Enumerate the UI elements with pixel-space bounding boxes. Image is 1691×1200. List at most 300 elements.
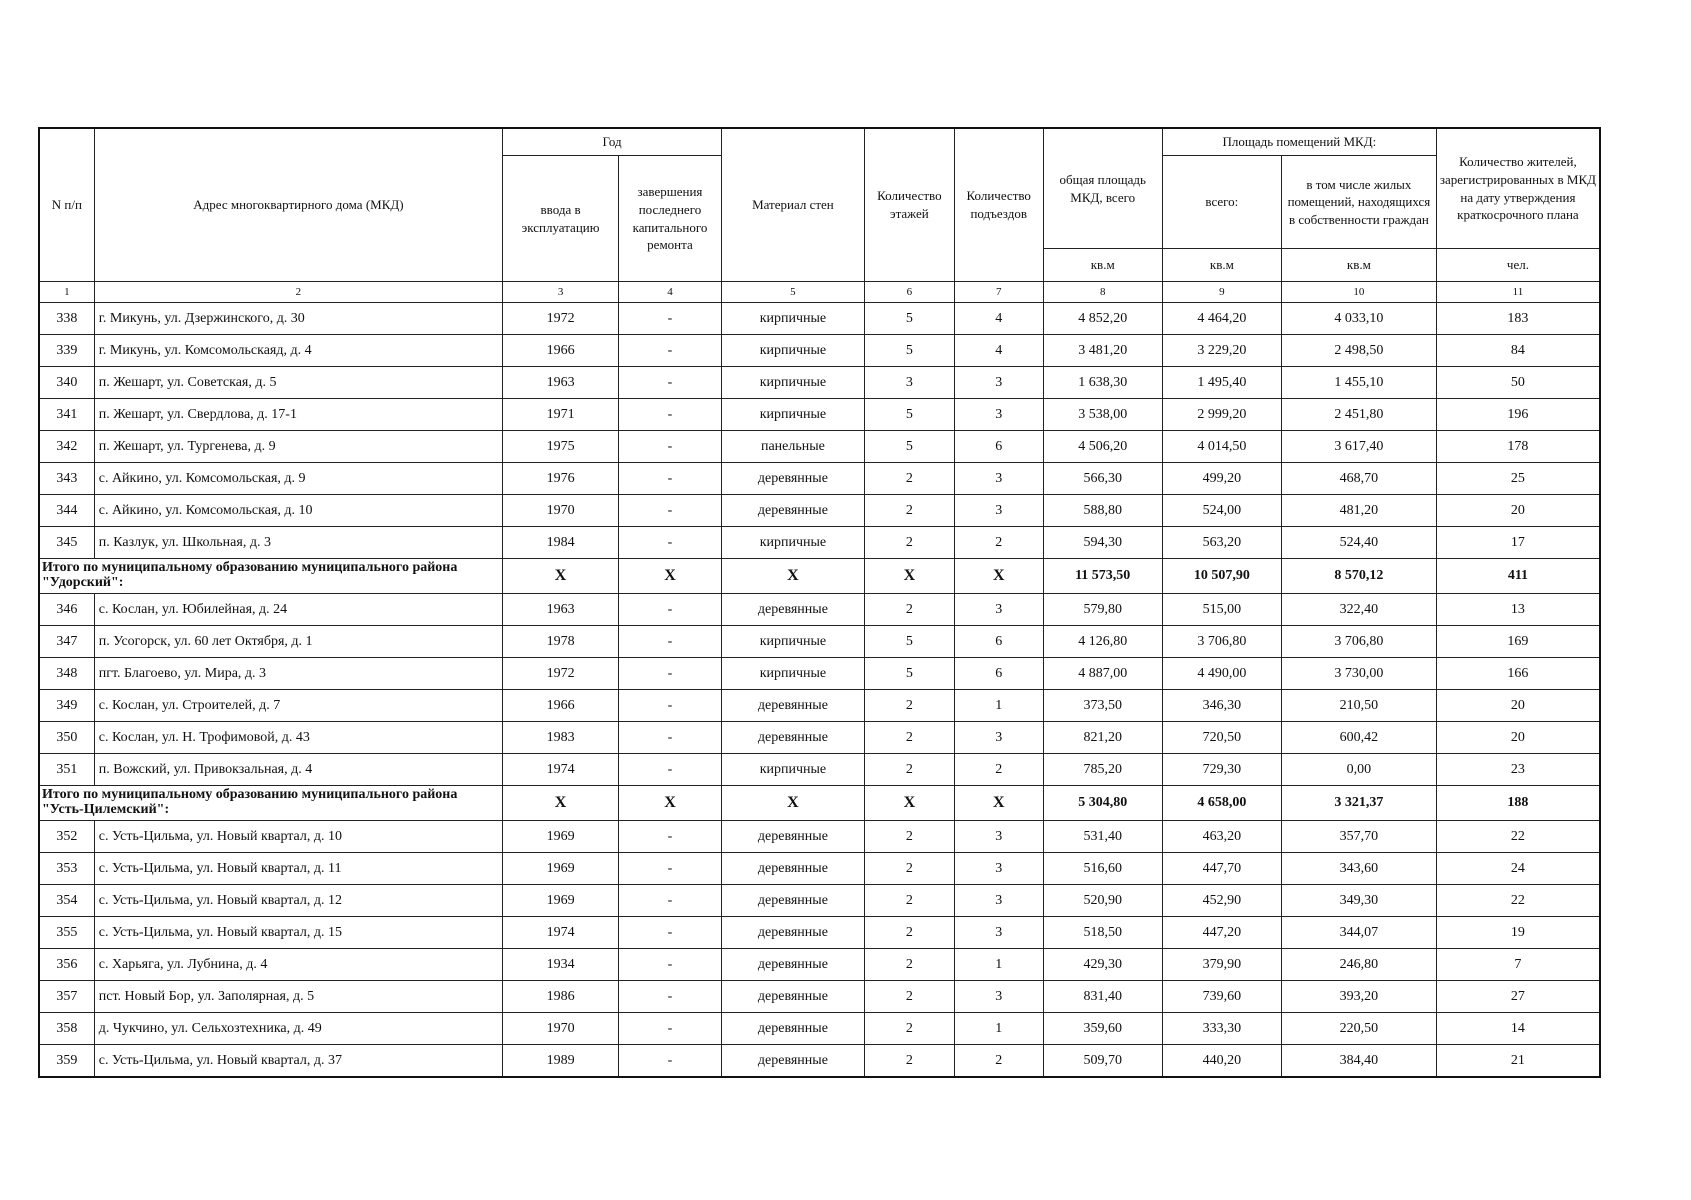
address-cell: г. Микунь, ул. Дзержинского, д. 30 (94, 303, 502, 335)
wall-material-cell: деревянные (721, 1045, 864, 1078)
residents-cell: 25 (1436, 463, 1600, 495)
total-area-cell: 821,20 (1043, 722, 1162, 754)
table-row (39, 594, 1600, 626)
floors-cell: 2 (864, 690, 954, 722)
area-citizens-cell: 3 321,37 (1281, 786, 1436, 821)
area-citizens-cell: 481,20 (1281, 495, 1436, 527)
total-area-cell: 429,30 (1043, 949, 1162, 981)
area-citizens-cell: 343,60 (1281, 853, 1436, 885)
table-row (39, 431, 1600, 463)
subtotal-row (39, 786, 1600, 821)
year-repair-cell: - (619, 917, 722, 949)
col-header-num: N п/п (39, 128, 94, 282)
year-repair-cell: - (619, 821, 722, 853)
year-repair-cell: X (619, 559, 722, 594)
entrances-cell: 6 (954, 626, 1043, 658)
entrances-cell: X (954, 786, 1043, 821)
row-number-cell: 356 (39, 949, 94, 981)
row-number-cell: 338 (39, 303, 94, 335)
area-citizens-cell: 2 498,50 (1281, 335, 1436, 367)
year-repair-cell: - (619, 463, 722, 495)
table-row (39, 722, 1600, 754)
floors-cell: 2 (864, 949, 954, 981)
year-commission-cell: 1986 (503, 981, 619, 1013)
area-citizens-cell: 524,40 (1281, 527, 1436, 559)
area-citizens-cell: 3 706,80 (1281, 626, 1436, 658)
year-repair-cell: - (619, 431, 722, 463)
area-all-cell: 333,30 (1162, 1013, 1281, 1045)
total-area-cell: 3 481,20 (1043, 335, 1162, 367)
row-number-cell: 351 (39, 754, 94, 786)
year-commission-cell: 1972 (503, 658, 619, 690)
area-all-cell: 563,20 (1162, 527, 1281, 559)
year-repair-cell: - (619, 303, 722, 335)
address-cell: с. Харьяга, ул. Лубнина, д. 4 (94, 949, 502, 981)
column-number: 8 (1043, 282, 1162, 303)
residents-cell: 19 (1436, 917, 1600, 949)
area-all-cell: 4 014,50 (1162, 431, 1281, 463)
floors-cell: 2 (864, 722, 954, 754)
total-area-cell: 4 852,20 (1043, 303, 1162, 335)
floors-cell: 2 (864, 1013, 954, 1045)
year-repair-cell: - (619, 399, 722, 431)
entrances-cell: 1 (954, 949, 1043, 981)
area-all-cell: 720,50 (1162, 722, 1281, 754)
row-number-cell: 345 (39, 527, 94, 559)
residents-cell: 411 (1436, 559, 1600, 594)
address-cell: с. Айкино, ул. Комсомольская, д. 10 (94, 495, 502, 527)
floors-cell: 5 (864, 658, 954, 690)
year-repair-cell: - (619, 658, 722, 690)
year-commission-cell: 1970 (503, 495, 619, 527)
floors-cell: 5 (864, 399, 954, 431)
row-number-cell: 348 (39, 658, 94, 690)
floors-cell: 2 (864, 981, 954, 1013)
total-area-cell: 509,70 (1043, 1045, 1162, 1078)
floors-cell: 2 (864, 463, 954, 495)
row-number-cell: 358 (39, 1013, 94, 1045)
unit-area-citizens: кв.м (1281, 249, 1436, 282)
row-number-cell: 344 (39, 495, 94, 527)
wall-material-cell: деревянные (721, 594, 864, 626)
residents-cell: 22 (1436, 885, 1600, 917)
area-all-cell: 447,70 (1162, 853, 1281, 885)
year-repair-cell: - (619, 527, 722, 559)
floors-cell: X (864, 786, 954, 821)
address-cell: п. Жешарт, ул. Советская, д. 5 (94, 367, 502, 399)
residents-cell: 20 (1436, 495, 1600, 527)
area-citizens-cell: 2 451,80 (1281, 399, 1436, 431)
column-number: 9 (1162, 282, 1281, 303)
area-citizens-cell: 3 730,00 (1281, 658, 1436, 690)
entrances-cell: 3 (954, 917, 1043, 949)
address-cell: с. Усть-Цильма, ул. Новый квартал, д. 15 (94, 917, 502, 949)
residents-cell: 22 (1436, 821, 1600, 853)
column-number: 1 (39, 282, 94, 303)
floors-cell: 2 (864, 917, 954, 949)
area-citizens-cell: 1 455,10 (1281, 367, 1436, 399)
table-row (39, 527, 1600, 559)
year-repair-cell: - (619, 335, 722, 367)
floors-cell: 2 (864, 853, 954, 885)
year-commission-cell: 1969 (503, 853, 619, 885)
wall-material-cell: деревянные (721, 917, 864, 949)
area-all-cell: 346,30 (1162, 690, 1281, 722)
entrances-cell: 3 (954, 885, 1043, 917)
area-all-cell: 4 490,00 (1162, 658, 1281, 690)
address-cell: с. Айкино, ул. Комсомольская, д. 9 (94, 463, 502, 495)
year-repair-cell: - (619, 690, 722, 722)
year-commission-cell: 1974 (503, 754, 619, 786)
col-header-floors: Количество этажей (864, 128, 954, 282)
entrances-cell: 6 (954, 431, 1043, 463)
year-commission-cell: 1966 (503, 690, 619, 722)
area-all-cell: 515,00 (1162, 594, 1281, 626)
address-cell: пст. Новый Бор, ул. Заполярная, д. 5 (94, 981, 502, 1013)
table-row (39, 917, 1600, 949)
entrances-cell: 1 (954, 690, 1043, 722)
area-all-cell: 499,20 (1162, 463, 1281, 495)
table-row (39, 821, 1600, 853)
column-number: 11 (1436, 282, 1600, 303)
row-number-cell: 341 (39, 399, 94, 431)
residents-cell: 24 (1436, 853, 1600, 885)
col-header-residents: Количество жителей, зарегистрированных в МКД на дату утверждения краткосрочного плана (1436, 128, 1600, 249)
residents-cell: 21 (1436, 1045, 1600, 1078)
table-row (39, 626, 1600, 658)
year-repair-cell: X (619, 786, 722, 821)
column-number: 6 (864, 282, 954, 303)
area-citizens-cell: 468,70 (1281, 463, 1436, 495)
row-number-cell: 342 (39, 431, 94, 463)
year-repair-cell: - (619, 367, 722, 399)
table-row (39, 463, 1600, 495)
wall-material-cell: кирпичные (721, 335, 864, 367)
total-area-cell: 520,90 (1043, 885, 1162, 917)
floors-cell: 2 (864, 754, 954, 786)
unit-area-all: кв.м (1162, 249, 1281, 282)
total-area-cell: 4 506,20 (1043, 431, 1162, 463)
area-citizens-cell: 220,50 (1281, 1013, 1436, 1045)
column-number: 2 (94, 282, 502, 303)
total-area-cell: 831,40 (1043, 981, 1162, 1013)
total-area-cell: 531,40 (1043, 821, 1162, 853)
year-commission-cell: 1972 (503, 303, 619, 335)
year-commission-cell: 1976 (503, 463, 619, 495)
year-commission-cell: 1983 (503, 722, 619, 754)
row-number-cell: 349 (39, 690, 94, 722)
wall-material-cell: деревянные (721, 821, 864, 853)
column-number-row (39, 282, 1600, 303)
entrances-cell: 3 (954, 463, 1043, 495)
entrances-cell: 3 (954, 399, 1043, 431)
area-all-cell: 10 507,90 (1162, 559, 1281, 594)
header-row-1 (39, 128, 1600, 156)
col-header-year-commission: ввода в эксплуатацию (503, 156, 619, 282)
floors-cell: 5 (864, 626, 954, 658)
year-commission-cell: 1970 (503, 1013, 619, 1045)
area-all-cell: 1 495,40 (1162, 367, 1281, 399)
year-commission-cell: 1934 (503, 949, 619, 981)
address-cell: с. Кослан, ул. Н. Трофимовой, д. 43 (94, 722, 502, 754)
year-commission-cell: 1984 (503, 527, 619, 559)
residents-cell: 178 (1436, 431, 1600, 463)
area-all-cell: 729,30 (1162, 754, 1281, 786)
area-citizens-cell: 393,20 (1281, 981, 1436, 1013)
column-number: 4 (619, 282, 722, 303)
area-citizens-cell: 0,00 (1281, 754, 1436, 786)
year-repair-cell: - (619, 626, 722, 658)
floors-cell: 2 (864, 1045, 954, 1078)
total-area-cell: 1 638,30 (1043, 367, 1162, 399)
wall-material-cell: кирпичные (721, 399, 864, 431)
entrances-cell: 6 (954, 658, 1043, 690)
wall-material-cell: деревянные (721, 853, 864, 885)
total-area-cell: 359,60 (1043, 1013, 1162, 1045)
total-area-cell: 3 538,00 (1043, 399, 1162, 431)
residents-cell: 20 (1436, 690, 1600, 722)
wall-material-cell: деревянные (721, 495, 864, 527)
entrances-cell: 4 (954, 303, 1043, 335)
area-all-cell: 4 658,00 (1162, 786, 1281, 821)
table-row (39, 399, 1600, 431)
col-header-entrances: Количество подъездов (954, 128, 1043, 282)
column-number: 7 (954, 282, 1043, 303)
residents-cell: 50 (1436, 367, 1600, 399)
address-cell: с. Усть-Цильма, ул. Новый квартал, д. 11 (94, 853, 502, 885)
total-area-cell: 518,50 (1043, 917, 1162, 949)
year-repair-cell: - (619, 853, 722, 885)
entrances-cell: 2 (954, 527, 1043, 559)
entrances-cell: 2 (954, 754, 1043, 786)
row-number-cell: 353 (39, 853, 94, 885)
year-commission-cell: 1975 (503, 431, 619, 463)
col-header-area-all: всего: (1162, 156, 1281, 249)
table-row (39, 335, 1600, 367)
entrances-cell: 3 (954, 981, 1043, 1013)
table-row (39, 754, 1600, 786)
floors-cell: 5 (864, 335, 954, 367)
area-citizens-cell: 210,50 (1281, 690, 1436, 722)
entrances-cell: 1 (954, 1013, 1043, 1045)
residents-cell: 84 (1436, 335, 1600, 367)
table-row (39, 495, 1600, 527)
floors-cell: 2 (864, 495, 954, 527)
year-commission-cell: 1963 (503, 367, 619, 399)
area-all-cell: 379,90 (1162, 949, 1281, 981)
area-all-cell: 452,90 (1162, 885, 1281, 917)
table-row (39, 1013, 1600, 1045)
wall-material-cell: кирпичные (721, 626, 864, 658)
subtotal-label: Итого по муниципальному образованию муниципального района "Усть-Цилемский": (39, 786, 503, 821)
wall-material-cell: деревянные (721, 463, 864, 495)
unit-residents: чел. (1436, 249, 1600, 282)
year-repair-cell: - (619, 949, 722, 981)
wall-material-cell: деревянные (721, 981, 864, 1013)
col-header-area-citizens: в том числе жилых помещений, находящихся в собственности граждан (1281, 156, 1436, 249)
area-all-cell: 440,20 (1162, 1045, 1281, 1078)
address-cell: с. Усть-Цильма, ул. Новый квартал, д. 12 (94, 885, 502, 917)
residents-cell: 169 (1436, 626, 1600, 658)
address-cell: п. Жешарт, ул. Свердлова, д. 17-1 (94, 399, 502, 431)
residents-cell: 27 (1436, 981, 1600, 1013)
wall-material-cell: деревянные (721, 690, 864, 722)
entrances-cell: 3 (954, 821, 1043, 853)
table-row (39, 690, 1600, 722)
mkd-table (38, 127, 1601, 1078)
residents-cell: 14 (1436, 1013, 1600, 1045)
residents-cell: 20 (1436, 722, 1600, 754)
row-number-cell: 359 (39, 1045, 94, 1078)
total-area-cell: 4 126,80 (1043, 626, 1162, 658)
table-row (39, 367, 1600, 399)
area-all-cell: 524,00 (1162, 495, 1281, 527)
wall-material-cell: X (721, 559, 864, 594)
address-cell: п. Жешарт, ул. Тургенева, д. 9 (94, 431, 502, 463)
address-cell: пгт. Благоево, ул. Мира, д. 3 (94, 658, 502, 690)
area-all-cell: 463,20 (1162, 821, 1281, 853)
area-all-cell: 447,20 (1162, 917, 1281, 949)
year-commission-cell: 1989 (503, 1045, 619, 1078)
floors-cell: 2 (864, 885, 954, 917)
area-all-cell: 739,60 (1162, 981, 1281, 1013)
floors-cell: 5 (864, 431, 954, 463)
year-repair-cell: - (619, 885, 722, 917)
area-all-cell: 2 999,20 (1162, 399, 1281, 431)
year-commission-cell: X (503, 559, 619, 594)
wall-material-cell: X (721, 786, 864, 821)
floors-cell: X (864, 559, 954, 594)
residents-cell: 196 (1436, 399, 1600, 431)
total-area-cell: 5 304,80 (1043, 786, 1162, 821)
year-commission-cell: 1978 (503, 626, 619, 658)
wall-material-cell: кирпичные (721, 527, 864, 559)
total-area-cell: 588,80 (1043, 495, 1162, 527)
table-row (39, 949, 1600, 981)
area-citizens-cell: 357,70 (1281, 821, 1436, 853)
table-row (39, 658, 1600, 690)
entrances-cell: 3 (954, 722, 1043, 754)
area-citizens-cell: 349,30 (1281, 885, 1436, 917)
floors-cell: 3 (864, 367, 954, 399)
wall-material-cell: кирпичные (721, 303, 864, 335)
unit-total-area: кв.м (1043, 249, 1162, 282)
total-area-cell: 785,20 (1043, 754, 1162, 786)
wall-material-cell: деревянные (721, 1013, 864, 1045)
residents-cell: 188 (1436, 786, 1600, 821)
year-repair-cell: - (619, 754, 722, 786)
total-area-cell: 566,30 (1043, 463, 1162, 495)
area-citizens-cell: 322,40 (1281, 594, 1436, 626)
area-citizens-cell: 4 033,10 (1281, 303, 1436, 335)
column-number: 10 (1281, 282, 1436, 303)
entrances-cell: 3 (954, 594, 1043, 626)
address-cell: с. Усть-Цильма, ул. Новый квартал, д. 10 (94, 821, 502, 853)
year-commission-cell: 1963 (503, 594, 619, 626)
wall-material-cell: кирпичные (721, 754, 864, 786)
year-repair-cell: - (619, 722, 722, 754)
address-cell: п. Вожский, ул. Привокзальная, д. 4 (94, 754, 502, 786)
subtotal-label: Итого по муниципальному образованию муниципального района "Удорский": (39, 559, 503, 594)
area-citizens-cell: 384,40 (1281, 1045, 1436, 1078)
col-header-year-group: Год (503, 128, 722, 156)
column-number: 3 (503, 282, 619, 303)
year-repair-cell: - (619, 981, 722, 1013)
year-commission-cell: 1971 (503, 399, 619, 431)
address-cell: с. Усть-Цильма, ул. Новый квартал, д. 37 (94, 1045, 502, 1078)
wall-material-cell: кирпичные (721, 367, 864, 399)
row-number-cell: 352 (39, 821, 94, 853)
total-area-cell: 4 887,00 (1043, 658, 1162, 690)
year-commission-cell: 1966 (503, 335, 619, 367)
address-cell: г. Микунь, ул. Комсомольскаяд, д. 4 (94, 335, 502, 367)
entrances-cell: 4 (954, 335, 1043, 367)
wall-material-cell: деревянные (721, 722, 864, 754)
area-all-cell: 3 229,20 (1162, 335, 1281, 367)
entrances-cell: 3 (954, 853, 1043, 885)
area-citizens-cell: 3 617,40 (1281, 431, 1436, 463)
table-row (39, 303, 1600, 335)
col-header-address: Адрес многоквартирного дома (МКД) (94, 128, 502, 282)
year-repair-cell: - (619, 495, 722, 527)
address-cell: п. Усогорск, ул. 60 лет Октября, д. 1 (94, 626, 502, 658)
col-header-year-repair: завершения последнего капитального ремонта (619, 156, 722, 282)
column-number: 5 (721, 282, 864, 303)
table-row (39, 885, 1600, 917)
wall-material-cell: деревянные (721, 885, 864, 917)
col-header-area-group: Площадь помещений МКД: (1162, 128, 1436, 156)
row-number-cell: 354 (39, 885, 94, 917)
year-commission-cell: 1969 (503, 821, 619, 853)
row-number-cell: 340 (39, 367, 94, 399)
entrances-cell: 3 (954, 367, 1043, 399)
row-number-cell: 339 (39, 335, 94, 367)
area-citizens-cell: 344,07 (1281, 917, 1436, 949)
floors-cell: 5 (864, 303, 954, 335)
row-number-cell: 357 (39, 981, 94, 1013)
year-commission-cell: X (503, 786, 619, 821)
residents-cell: 13 (1436, 594, 1600, 626)
row-number-cell: 343 (39, 463, 94, 495)
wall-material-cell: кирпичные (721, 658, 864, 690)
address-cell: п. Казлук, ул. Школьная, д. 3 (94, 527, 502, 559)
floors-cell: 2 (864, 527, 954, 559)
area-all-cell: 3 706,80 (1162, 626, 1281, 658)
table-row (39, 853, 1600, 885)
row-number-cell: 346 (39, 594, 94, 626)
entrances-cell: X (954, 559, 1043, 594)
subtotal-row (39, 559, 1600, 594)
entrances-cell: 3 (954, 495, 1043, 527)
floors-cell: 2 (864, 821, 954, 853)
area-all-cell: 4 464,20 (1162, 303, 1281, 335)
row-number-cell: 350 (39, 722, 94, 754)
residents-cell: 7 (1436, 949, 1600, 981)
year-commission-cell: 1969 (503, 885, 619, 917)
year-repair-cell: - (619, 1013, 722, 1045)
wall-material-cell: деревянные (721, 949, 864, 981)
table-row (39, 1045, 1600, 1078)
total-area-cell: 579,80 (1043, 594, 1162, 626)
residents-cell: 17 (1436, 527, 1600, 559)
residents-cell: 166 (1436, 658, 1600, 690)
residents-cell: 183 (1436, 303, 1600, 335)
year-commission-cell: 1974 (503, 917, 619, 949)
year-repair-cell: - (619, 1045, 722, 1078)
residents-cell: 23 (1436, 754, 1600, 786)
col-header-total-area: общая площадь МКД, всего (1043, 128, 1162, 249)
area-citizens-cell: 246,80 (1281, 949, 1436, 981)
